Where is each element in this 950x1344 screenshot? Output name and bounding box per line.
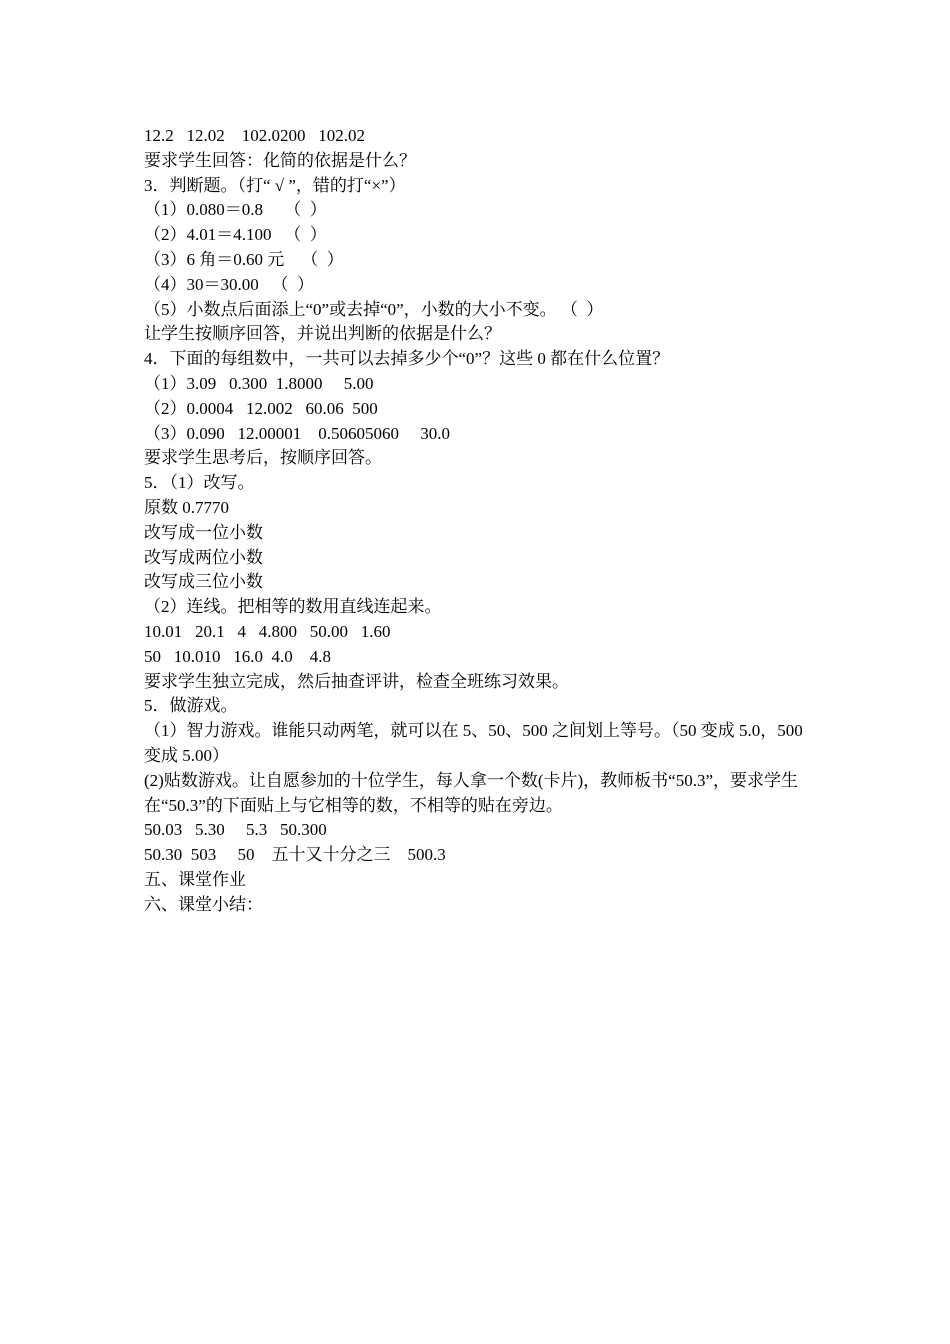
original-number: 原数 0.7770: [144, 497, 229, 517]
judgement-item-2: （2）4.01＝4.100 （ ）: [144, 225, 327, 245]
section-summary: 六、课堂小结：: [144, 894, 263, 914]
judgement-item-4: （4）30＝30.00 （ ）: [144, 274, 314, 294]
judgement-item-3: （3）6 角＝0.60 元 （ ）: [144, 249, 344, 269]
matching-heading: （2）连线。把相等的数用直线连起来。: [144, 597, 442, 617]
rewrite-one-decimal: 改写成一位小数: [144, 522, 263, 542]
number-group-2: （2）0.0004 12.002 60.06 500: [144, 398, 378, 418]
instruction-text: 要求学生独立完成，然后抽查评讲，检查全班练习效果。: [144, 671, 569, 691]
question-heading-4: 4．下面的每组数中，一共可以去掉多少个“0”？这些 0 都在什么位置？: [144, 349, 670, 369]
instruction-text: 要求学生思考后，按顺序回答。: [144, 448, 382, 468]
section-homework: 五、课堂作业: [144, 869, 246, 889]
number-group-1: （1）3.09 0.300 1.8000 5.00: [144, 373, 374, 393]
instruction-text: 要求学生回答：化简的依据是什么？: [144, 150, 416, 170]
game-heading: 5．做游戏。: [144, 696, 238, 716]
number-group-3: （3）0.090 12.00001 0.50605060 30.0: [144, 423, 450, 443]
rewrite-two-decimals: 改写成两位小数: [144, 547, 263, 567]
document-body: [144, 124, 814, 918]
instruction-text: 让学生按顺序回答，并说出判断的依据是什么？: [144, 324, 501, 344]
matching-row-bottom: 50 10.010 16.0 4.0 4.8: [144, 646, 331, 666]
matching-row-top: 10.01 20.1 4 4.800 50.00 1.60: [144, 621, 391, 641]
judgement-item-5: （5）小数点后面添上“0”或去掉“0”，小数的大小不变。 （ ）: [144, 299, 604, 319]
game-card-text: (2)贴数游戏。让自愿参加的十位学生，每人拿一个数(卡片)，教师板书“50.3”，要求学生在“50.3”的下面贴上与它相等的数，不相等的贴在旁边。: [144, 770, 798, 815]
game-puzzle-text: （1）智力游戏。谁能只动两笔，就可以在 5、50、500 之间划上等号。（50 变成 5.0，500 变成 5.00）: [144, 721, 807, 765]
question-heading-3: 3．判断题。（打“ √ ”，错的打“×”）: [144, 175, 406, 195]
card-numbers-row-2: 50.30 503 50 五十又十分之三 500.3: [144, 845, 446, 865]
number-list-simplify: 12.2 12.02 102.0200 102.02: [144, 126, 365, 145]
question-heading-5: 5．（1）改写。: [144, 473, 255, 493]
card-numbers-row-1: 50.03 5.30 5.3 50.300: [144, 820, 327, 840]
rewrite-three-decimals: 改写成三位小数: [144, 572, 263, 592]
judgement-item-1: （1）0.080＝0.8 （ ）: [144, 200, 327, 220]
